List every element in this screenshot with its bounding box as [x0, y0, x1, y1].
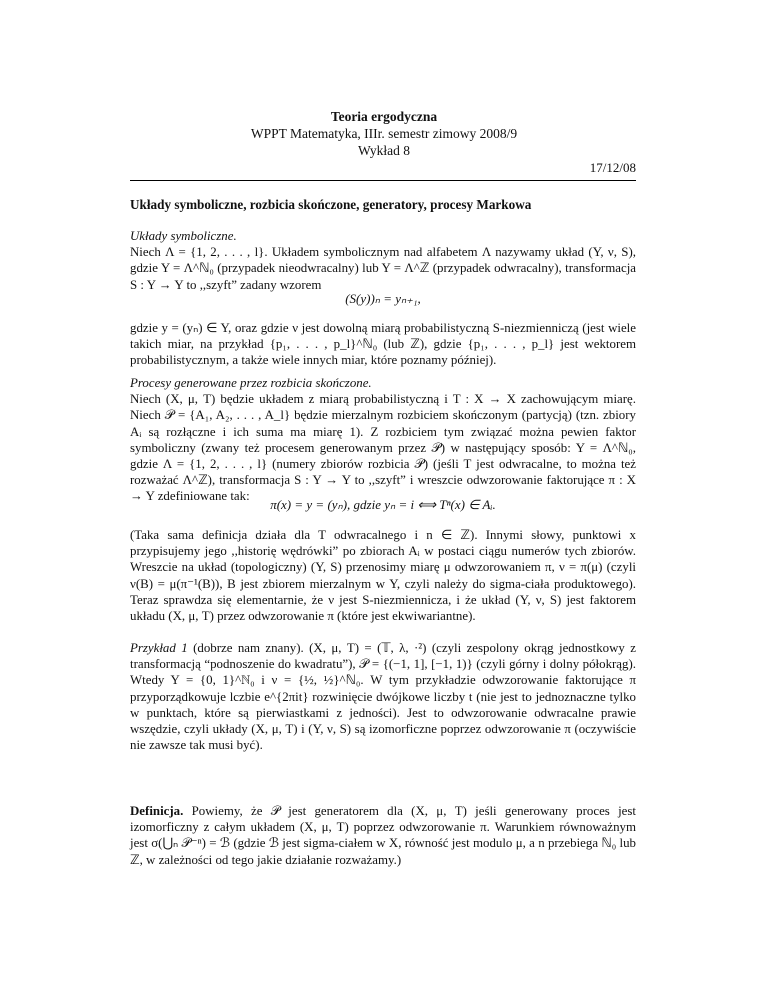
example-label: Przykład 1 [130, 641, 188, 655]
processes-block [130, 375, 636, 505]
symbolic-heading: Układy symboliczne. [130, 229, 237, 243]
header-rule [130, 180, 636, 181]
processes-after: (Taka sama definicja działa dla T odwracalnego i n ∈ ℤ). Innymi słowy, punktowi x przypisujemy jego ,,historię wędrówki” po zbiorach Aᵢ w postaci ciągu numerów tych zbiorów. Wreszcie na układ (topologiczny) (Y, S) przenosimy miarę μ odwzorowaniem π, ν = π(μ) (czyli ν(B) = μ(π⁻¹(B)), B jest zbiorem mierzalnym w Y, czyli należy do sigma-ciała produktowego). Teraz sprawdza się elementarnie, że ν jest S-niezmiennicza, i że układ (Y, ν, S) jest faktorem układu (X, μ, T) przez odwzorowanie π (które jest ekwiwariantne). [130, 528, 636, 624]
document-title: Teoria ergodyczna [330, 109, 438, 124]
processes-heading: Procesy generowane przez rozbicia skończone. [130, 376, 372, 390]
lecture-date: 17/12/08 [589, 160, 636, 175]
definition-block [130, 803, 636, 868]
symbolic-after: gdzie y = (yₙ) ∈ Y, oraz gdzie ν jest dowolną miarą probabilistyczną S-niezmienniczą (jest wiele takich miar, na przykład {p₁, . . . , p_l}^ℕ₀ (lub ℤ), gdzie {p₁, . . . , p_l} jest wektorem probabilistycznym, a także wiele innych miar, które poznamy później). [130, 321, 636, 368]
course-line: WPPT Matematyka, IIIr. semestr zimowy 2008/9 [250, 126, 518, 141]
section-title: Układy symboliczne, rozbicia skończone, generatory, procesy Markowa [130, 197, 532, 212]
lecture-number: Wykład 8 [357, 143, 411, 158]
processes-body: Niech (X, μ, T) będzie układem z miarą probabilistyczną i T : X → X zachowującym miarę. Niech 𝒫 = {A₁, A₂, . . . , A_l} będzie mierzalnym rozbiciem skończonym (partycją) (tzn. zbiory Aᵢ są rozłączne i ich suma ma miarę 1). Z rozbiciem tym związać można pewien faktor symboliczny (zwany też procesem generowanym przez 𝒫) w następujący sposób: Y = Λ^ℕ₀, gdzie Λ = {1, 2, . . . , l} (numery zbiorów rozbicia 𝒫) (jeśli T jest odwracalne, to można też rozważać Λ^ℤ), transformacja S : Y → Y to ,,szyft” i wreszcie odwzorowanie faktorujące π : X → Y zdefiniowane tak: [130, 392, 636, 504]
example-body: (dobrze nam znany). (X, μ, T) = (𝕋, λ, ·²) (czyli zespolony okrąg jednostkowy z transformacją “podnoszenie do kwadratu”), 𝒫 = {(−1, 1], [−1, 1)} (czyli górny i dolny półokrąg). Wtedy Y = {0, 1}^ℕ₀ i ν = {½, ½}^ℕ₀. W tym przykładzie odwzorowanie faktorujące π przyporządkowuje lczbie e^{2πit} rozwinięcie dwójkowe liczby t (nie jest to jednoznaczne tylko w punktach, które są pierwiastkami z jedności). Jest to odwzorowanie odwracalne prawie wszędzie, czyli układy (X, μ, T) i (Y, ν, S) są izomorficzne poprzez odwzorowanie π (oczywiście nie zawsze tak musi być). [130, 641, 636, 753]
example-block [130, 640, 636, 753]
definition-label: Definicja. [130, 804, 184, 818]
shift-equation: (S(y))ₙ = yₙ₊₁, [345, 291, 421, 306]
definition-body: Powiemy, że 𝒫 jest generatorem dla (X, μ, T) jeśli generowany proces jest izomorficzny z całym układem (X, μ, T) poprzez odwzorowanie π. Warunkiem równoważnym jest σ(⋃ₙ 𝒫⁻ⁿ) = ℬ (gdzie ℬ jest sigma-ciałem w X, równość jest modulo μ, a n przebiega ℕ₀ lub ℤ, w zależności od tego jakie działanie rozważamy.) [130, 804, 636, 867]
factor-map-equation: π(x) = y = (yₙ), gdzie yₙ = i ⟺ Tⁿ(x) ∈ Aᵢ. [270, 497, 496, 512]
symbolic-intro: Niech Λ = {1, 2, . . . , l}. Układem symbolicznym nad alfabetem Λ nazywamy układ (Y, ν, S), gdzie Y = Λ^ℕ₀ (przypadek nieodwracalny) lub Y = Λ^ℤ (przypadek odwracalny), transformacja S : Y → Y to ,,szyft” zadany wzorem [130, 245, 636, 292]
symbolic-systems-block [130, 228, 636, 293]
